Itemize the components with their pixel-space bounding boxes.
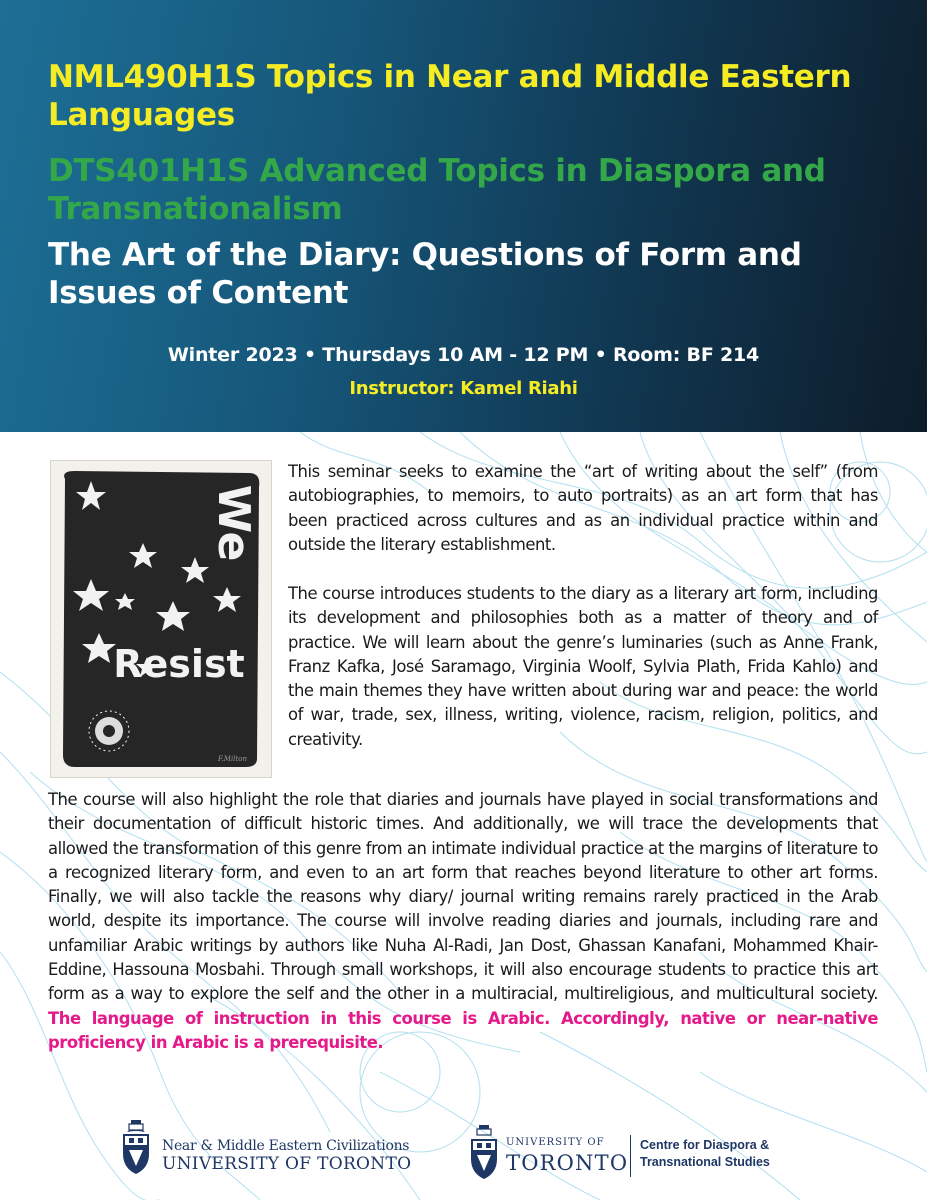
schedule-line: Winter 2023 • Thursdays 10 AM - 12 PM • Room: BF 214 (167, 344, 760, 366)
poster-signature: F.Milton (217, 755, 247, 763)
uoft-centre-logo (468, 1125, 788, 1180)
centre-name: Centre for Diaspora & Transnational Studies (640, 1138, 770, 1169)
details-text: The course will also highlight the role that diaries and journals have played in social transformations and their documentation of difficult historic times. And additionally, we will trace the developments that allowed the transformation of this genre from an intimate individual practice at the margins of literature to a recognized literary form, and even to an art form that reaches beyond literature to other art forms. Finally, we will also tackle the reasons why diary/ journal writing remains rarely practiced in the Arab world, despite its importance. The course will involve reading diaries and journals, including rare and unfamiliar Arabic writings by authors like Nuha Al-Radi, Jan Dost, Ghassan Kanafani, Mohammed Khair-Eddine, Hassouna Mosbahi. Through small workshops, it will also encourage students to practice this art form as a way to explore the self and the other in a multiracial, multireligious, and multicultural society. (48, 790, 878, 1004)
we-resist-artwork (50, 460, 272, 778)
course-title: The Art of the Diary: Questions of Form and Issues of Content (48, 237, 802, 311)
poster-word-we: We (208, 484, 259, 562)
nmc-university-name: UNIVERSITY OF TORONTO (162, 1154, 412, 1174)
language-requirement-note: The language of instruction in this course is Arabic. Accordingly, native or near-native proficiency in Arabic is a prerequisite. (48, 1008, 878, 1052)
uoft-crest-icon (120, 1120, 152, 1176)
uoft-crest-icon (468, 1125, 500, 1181)
uoft-university-of: UNIVERSITY OF (506, 1137, 605, 1148)
nmc-logo (120, 1120, 430, 1180)
course-code-nml490: NML490H1S Topics in Near and Middle Eastern Languages (48, 59, 852, 133)
poster-word-resist: Resist (113, 642, 245, 686)
logo-divider (630, 1135, 631, 1177)
details-paragraph (48, 788, 878, 1055)
uoft-toronto: TORONTO (506, 1151, 629, 1175)
instructor-line: Instructor: Kamel Riahi (349, 378, 578, 399)
header-banner (0, 0, 927, 432)
nmc-dept-name: Near & Middle Eastern Civilizations (162, 1138, 410, 1154)
course-paragraph: The course introduces students to the diary as a literary art form, including its development and philosophies both as a matter of theory and of practice. We will learn about the genre’s luminaries (such as Anne Frank, Franz Kafka, José Saramago, Virginia Woolf, Sylvia Plath, Frida Kahlo) and the main themes they have written about during war and peace: the world of war, trade, sex, illness, writing, violence, racism, religion, politics, and creativity. (288, 584, 878, 749)
intro-paragraph: This seminar seeks to examine the “art of writing about the self” (from autobiographies, to memoirs, to auto portraits) as an art form that has been practiced across cultures and as an individual practice within and outside the literary establishment. (288, 462, 878, 554)
course-code-dts401: DTS401H1S Advanced Topics in Diaspora and Transnationalism (48, 153, 826, 227)
